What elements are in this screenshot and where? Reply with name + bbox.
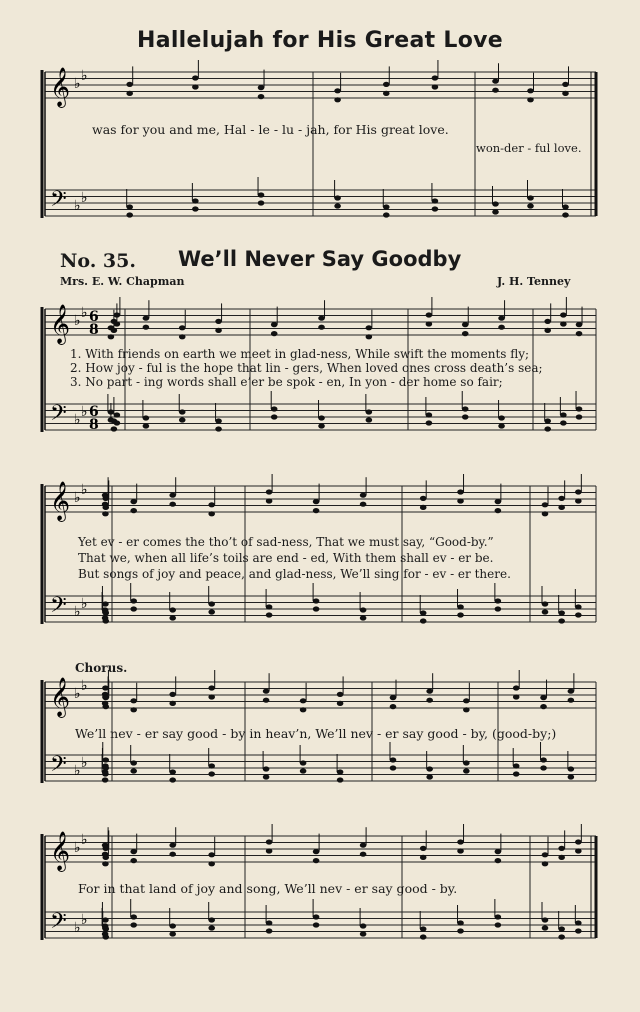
note-head xyxy=(143,316,150,321)
note-head xyxy=(102,610,109,615)
note-head xyxy=(208,502,215,507)
note-head xyxy=(114,412,121,417)
note-head xyxy=(192,75,199,80)
bass-clef: 𝄢 xyxy=(50,401,67,431)
note-head xyxy=(130,698,137,703)
note-head xyxy=(576,322,583,327)
svg-text:8: 8 xyxy=(89,417,99,433)
treble-clef: 𝄞 xyxy=(50,481,71,521)
note-head xyxy=(215,418,222,423)
verse-2-line-1: 2. How joy - ful is the hope that lin - gers, When loved ones cross death’s sea; xyxy=(70,361,543,375)
treble-clef: 𝄞 xyxy=(50,304,71,344)
note-head xyxy=(318,415,325,420)
note-head xyxy=(542,852,549,857)
note-head xyxy=(527,195,534,200)
note-head xyxy=(495,849,502,854)
verse-1-line-2: Yet ev - er comes the tho’t of sad-ness, That we must say, “Good-by.” xyxy=(78,535,494,549)
lyricist-credit: Mrs. E. W. Chapman xyxy=(60,275,185,288)
note-head xyxy=(360,607,367,612)
bass-clef: 𝄢 xyxy=(50,593,67,623)
note-head xyxy=(558,926,565,931)
note-head xyxy=(313,499,320,504)
note-head xyxy=(575,604,582,609)
note-head xyxy=(513,685,520,690)
flat-sign: ♭ xyxy=(81,596,88,612)
note-head xyxy=(169,692,176,697)
note-head xyxy=(426,412,433,417)
note-head xyxy=(420,610,427,615)
note-head xyxy=(420,926,427,931)
note-head xyxy=(114,312,121,317)
note-head xyxy=(208,601,215,606)
note-head xyxy=(495,914,502,919)
note-head xyxy=(542,917,549,922)
treble-clef: 𝄞 xyxy=(50,677,71,717)
note-head xyxy=(432,75,439,80)
note-head xyxy=(334,88,341,93)
note-head xyxy=(542,601,549,606)
note-head xyxy=(179,409,186,414)
hymn1-lyric: was for you and me, Hal - le - lu - jah, for His great love. xyxy=(92,122,449,137)
note-head xyxy=(271,406,278,411)
bass-clef: 𝄢 xyxy=(50,187,67,217)
note-head xyxy=(544,418,551,423)
flat-sign: ♭ xyxy=(74,76,81,92)
flat-sign: ♭ xyxy=(81,482,88,498)
bass-clef: 𝄢 xyxy=(50,909,67,939)
svg-text:8: 8 xyxy=(89,322,99,338)
note-head xyxy=(462,322,469,327)
note-head xyxy=(390,757,397,762)
note-head xyxy=(130,499,137,504)
flat-sign: ♭ xyxy=(74,313,81,329)
note-head xyxy=(102,846,109,851)
note-head xyxy=(540,757,547,762)
note-head xyxy=(208,852,215,857)
note-head xyxy=(130,914,137,919)
verse-3-line-1: 3. No part - ing words shall e’er be spok - en, In yon - der home so fair; xyxy=(70,375,503,389)
note-head xyxy=(300,698,307,703)
flat-sign: ♭ xyxy=(81,190,88,206)
note-head xyxy=(130,598,137,603)
note-head xyxy=(313,914,320,919)
note-head xyxy=(300,760,307,765)
note-head xyxy=(560,412,567,417)
note-head xyxy=(337,692,344,697)
bass-clef: 𝄢 xyxy=(50,752,67,782)
flat-sign: ♭ xyxy=(74,412,81,428)
note-head xyxy=(390,695,397,700)
note-head xyxy=(215,319,222,324)
note-head xyxy=(558,846,565,851)
note-head xyxy=(558,496,565,501)
note-head xyxy=(420,846,427,851)
note-head xyxy=(360,923,367,928)
note-head xyxy=(495,499,502,504)
note-head xyxy=(169,607,176,612)
note-head xyxy=(575,839,582,844)
chorus-line-2: For in that land of joy and song, We’ll nev - er say good - by. xyxy=(78,881,458,896)
chorus-label: Chorus. xyxy=(75,661,128,675)
note-head xyxy=(169,769,176,774)
flat-sign: ♭ xyxy=(81,832,88,848)
note-head xyxy=(457,489,464,494)
chorus-line-1: We’ll nev - er say good - by in heav’n, We’ll nev - er say good - by, (good-by;) xyxy=(75,726,557,741)
verse-3-line-2: But songs of joy and peace, and glad-ness, We’ll sing for - ev - er there. xyxy=(78,567,511,581)
note-head xyxy=(313,598,320,603)
note-head xyxy=(208,763,215,768)
note-head xyxy=(492,79,499,84)
note-head xyxy=(102,926,109,931)
note-head xyxy=(258,85,265,90)
flat-sign: ♭ xyxy=(81,912,88,928)
note-head xyxy=(258,192,265,197)
note-head xyxy=(271,322,278,327)
note-head xyxy=(463,760,470,765)
flat-sign: ♭ xyxy=(74,604,81,620)
note-head xyxy=(568,766,575,771)
note-head xyxy=(457,920,464,925)
treble-clef: 𝄞 xyxy=(50,831,71,871)
note-head xyxy=(263,689,270,694)
note-head xyxy=(544,319,551,324)
note-head xyxy=(208,685,215,690)
note-head xyxy=(360,843,367,848)
time-signature: 6 xyxy=(89,404,99,420)
note-head xyxy=(562,204,569,209)
note-head xyxy=(266,920,273,925)
time-signature: 6 xyxy=(89,309,99,325)
note-head xyxy=(383,204,390,209)
note-head xyxy=(126,204,133,209)
note-head xyxy=(266,604,273,609)
note-head xyxy=(383,82,390,87)
note-head xyxy=(542,502,549,507)
note-head xyxy=(337,769,344,774)
note-head xyxy=(457,839,464,844)
note-head xyxy=(334,195,341,200)
note-head xyxy=(495,598,502,603)
note-head xyxy=(366,409,373,414)
note-head xyxy=(540,695,547,700)
note-head xyxy=(492,201,499,206)
flat-sign: ♭ xyxy=(74,840,81,856)
note-head xyxy=(426,689,433,694)
verse-2-line-2: That we, when all life’s toils are end - ed, With them shall ev - er be. xyxy=(78,551,494,565)
note-head xyxy=(560,312,567,317)
flat-sign: ♭ xyxy=(81,68,88,84)
flat-sign: ♭ xyxy=(81,678,88,694)
note-head xyxy=(462,406,469,411)
note-head xyxy=(208,917,215,922)
note-head xyxy=(527,88,534,93)
note-head xyxy=(266,839,273,844)
note-head xyxy=(263,766,270,771)
flat-sign: ♭ xyxy=(81,755,88,771)
note-head xyxy=(513,763,520,768)
note-head xyxy=(169,493,176,498)
note-head xyxy=(420,496,427,501)
note-head xyxy=(426,766,433,771)
note-head xyxy=(558,610,565,615)
note-head xyxy=(130,849,137,854)
note-head xyxy=(102,496,109,501)
hymn1-title: Hallelujah for His Great Love xyxy=(136,28,504,53)
flat-sign: ♭ xyxy=(81,404,88,420)
note-head xyxy=(575,489,582,494)
note-head xyxy=(130,760,137,765)
note-head xyxy=(568,689,575,694)
hymn2-title: We’ll Never Say Goodby xyxy=(178,247,462,271)
flat-sign: ♭ xyxy=(74,490,81,506)
note-head xyxy=(576,406,583,411)
note-head xyxy=(498,415,505,420)
note-head xyxy=(463,698,470,703)
note-head xyxy=(266,489,273,494)
flat-sign: ♭ xyxy=(74,763,81,779)
hymn1-lyric-alt: won-der - ful love. xyxy=(476,141,582,155)
note-head xyxy=(575,920,582,925)
hymn-number: No. 35. xyxy=(60,250,136,272)
flat-sign: ♭ xyxy=(74,686,81,702)
composer-credit: J. H. Tenney xyxy=(497,275,571,288)
note-head xyxy=(562,82,569,87)
note-head xyxy=(169,923,176,928)
note-head xyxy=(169,843,176,848)
note-head xyxy=(192,198,199,203)
note-head xyxy=(313,849,320,854)
note-head xyxy=(143,415,150,420)
note-head xyxy=(102,685,109,690)
note-head xyxy=(126,82,133,87)
note-head xyxy=(179,325,186,330)
treble-clef: 𝄞 xyxy=(50,67,71,107)
flat-sign: ♭ xyxy=(74,198,81,214)
note-head xyxy=(457,604,464,609)
note-head xyxy=(432,198,439,203)
note-head xyxy=(366,325,373,330)
verse-1-line-1: 1. With friends on earth we meet in glad-ness, While swift the moments fly; xyxy=(70,347,530,361)
note-head xyxy=(102,757,109,762)
note-head xyxy=(360,493,367,498)
note-head xyxy=(102,695,109,700)
note-head xyxy=(318,316,325,321)
note-head xyxy=(426,312,433,317)
flat-sign: ♭ xyxy=(74,920,81,936)
flat-sign: ♭ xyxy=(81,305,88,321)
note-head xyxy=(498,316,505,321)
